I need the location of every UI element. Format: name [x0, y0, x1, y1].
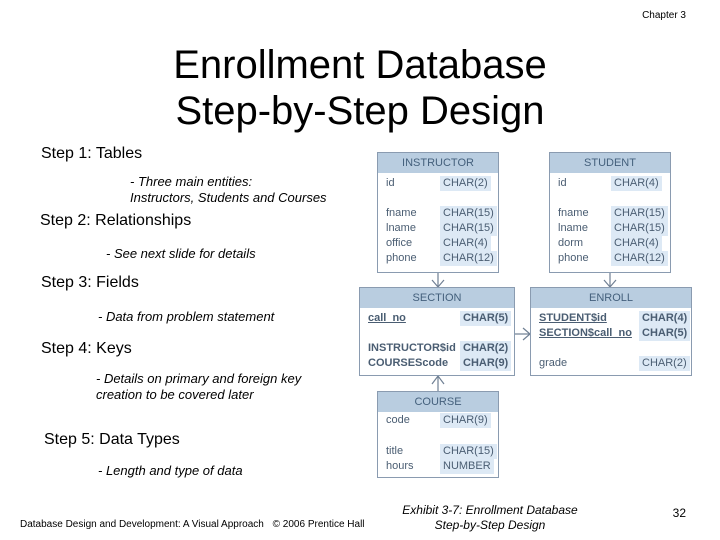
- field-name: code: [386, 414, 410, 426]
- table-row: [378, 221, 498, 236]
- step-4-detail-line-2: creation to be covered later: [96, 387, 254, 402]
- field-type: CHAR(2): [639, 356, 690, 371]
- table-row: [531, 326, 691, 341]
- table-row: [360, 341, 514, 356]
- footer-copyright: © 2006 Prentice Hall: [272, 519, 365, 530]
- table-row: [531, 311, 691, 326]
- footer-book-title: Database Design and Development: A Visual Approach: [20, 519, 264, 530]
- field-type: CHAR(9): [440, 413, 491, 428]
- table-row: [360, 356, 514, 371]
- course-table: [377, 391, 499, 478]
- field-name: fname: [558, 207, 589, 219]
- title-line-2: Step-by-Step Design: [175, 89, 545, 133]
- table-row: [550, 251, 670, 266]
- step-1-detail-line-2: Instructors, Students and Courses: [130, 190, 327, 205]
- exhibit-caption-line-1: Exhibit 3-7: Enrollment Database: [402, 503, 578, 517]
- student-table-header: STUDENT: [550, 153, 670, 173]
- step-3-detail: - Data from problem statement: [98, 309, 275, 324]
- student-table: [549, 152, 671, 273]
- field-name: lname: [558, 222, 588, 234]
- field-type: CHAR(15): [440, 221, 497, 236]
- table-row: [550, 236, 670, 251]
- field-type: CHAR(15): [440, 206, 497, 221]
- step-2-label: Step 2: Relationships: [40, 212, 192, 229]
- field-type: CHAR(12): [440, 251, 497, 266]
- table-row: [378, 176, 498, 191]
- field-type: CHAR(15): [440, 444, 497, 459]
- exhibit-caption-line-2: Step-by-Step Design: [434, 518, 546, 532]
- field-type: CHAR(15): [611, 206, 668, 221]
- field-name: id: [386, 177, 395, 189]
- instructor-table-header: INSTRUCTOR: [378, 153, 498, 173]
- field-type: CHAR(12): [611, 251, 668, 266]
- table-row: [360, 311, 514, 326]
- field-type: CHAR(4): [639, 311, 690, 326]
- field-type: CHAR(15): [611, 221, 668, 236]
- step-1-label: Step 1: Tables: [41, 145, 143, 162]
- field-name: SECTION$call_no: [539, 327, 632, 339]
- field-name: title: [386, 445, 404, 457]
- page-number: 32: [672, 506, 686, 520]
- table-row: [378, 236, 498, 251]
- step-4-detail-line-1: - Details on primary and foreign key: [96, 371, 302, 386]
- table-row: [550, 221, 670, 236]
- enroll-table-header: ENROLL: [531, 288, 691, 308]
- field-type: NUMBER: [440, 459, 494, 474]
- table-row: [550, 176, 670, 191]
- table-row: [531, 356, 691, 371]
- step-4-label: Step 4: Keys: [41, 340, 132, 357]
- field-name: id: [558, 177, 567, 189]
- field-type: CHAR(2): [460, 341, 511, 356]
- course-table-header: COURSE: [378, 392, 498, 412]
- table-row: [550, 206, 670, 221]
- footer-text: [20, 519, 365, 530]
- step-2-detail: - See next slide for details: [106, 246, 256, 261]
- field-type: CHAR(2): [440, 176, 491, 191]
- step-1-detail-line-1: - Three main entities:: [130, 174, 253, 189]
- field-type: CHAR(4): [611, 236, 662, 251]
- step-3-label: Step 3: Fields: [41, 274, 139, 291]
- instructor-table: [377, 152, 499, 273]
- field-name: phone: [386, 252, 417, 264]
- step-5-detail: - Length and type of data: [98, 463, 243, 478]
- field-name: office: [386, 237, 413, 249]
- table-row: [378, 413, 498, 428]
- field-type: CHAR(4): [440, 236, 491, 251]
- field-name: fname: [386, 207, 417, 219]
- title-line-1: Enrollment Database: [173, 43, 547, 87]
- field-name: dorm: [558, 237, 584, 249]
- table-row: [378, 444, 498, 459]
- enroll-table: [530, 287, 692, 376]
- field-name: lname: [386, 222, 416, 234]
- table-row: [378, 459, 498, 474]
- field-type: CHAR(4): [611, 176, 662, 191]
- table-row: [378, 206, 498, 221]
- field-name: phone: [558, 252, 589, 264]
- step-5-label: Step 5: Data Types: [44, 431, 180, 448]
- field-name: COURSEScode: [368, 357, 449, 369]
- field-name: call_no: [368, 312, 406, 324]
- field-type: CHAR(9): [460, 356, 511, 371]
- field-name: INSTRUCTOR$id: [368, 342, 456, 354]
- exhibit-caption: [390, 503, 590, 533]
- section-table-header: SECTION: [360, 288, 514, 308]
- field-type: CHAR(5): [460, 311, 511, 326]
- field-name: hours: [386, 460, 414, 472]
- field-name: grade: [539, 357, 568, 369]
- chapter-label: Chapter 3: [642, 10, 686, 21]
- section-table: [359, 287, 515, 376]
- table-row: [378, 251, 498, 266]
- field-type: CHAR(5): [639, 326, 690, 341]
- field-name: STUDENT$id: [539, 312, 607, 324]
